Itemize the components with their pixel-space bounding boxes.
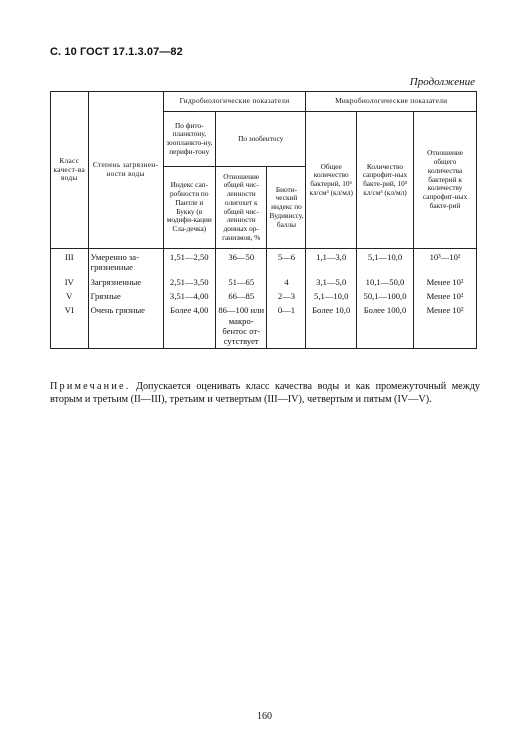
cell-ratio: Менее 10²	[414, 274, 477, 288]
cell-sapro: 10,1—50,0	[356, 274, 413, 288]
cell-class: III	[51, 249, 89, 274]
cell-degree: Загрязненные	[88, 274, 163, 288]
table-row	[51, 288, 477, 302]
table-row	[51, 274, 477, 288]
note-text: Допускается оценивать класс качества воды и как промежуточный между вторым и третьим (II—III), третьим и четвертым (III—IV), четвертым и пятым (IV—V).	[50, 381, 481, 405]
note-label: Примечание.	[50, 381, 131, 393]
page-number: 160	[257, 711, 272, 722]
header-degree: Степень загрязнен-ности воды	[88, 92, 163, 249]
cell-total: 3,1—5,0	[306, 274, 356, 288]
water-quality-table	[50, 91, 477, 349]
cell-total: Более 10,0	[306, 302, 356, 348]
header-saprobity: Индекс сап-робности по Пантле и Букку (в модифи-кации Сла-дечка)	[163, 167, 215, 249]
header-biotic: Биоти-ческий индекс по Вудивиссу, баллы	[267, 167, 306, 249]
table-row	[51, 249, 477, 274]
cell-saprobity: 3,51—4,00	[163, 288, 215, 302]
header-micro-group: Микробиологические показатели	[306, 92, 477, 112]
cell-degree: Очень грязные	[88, 302, 163, 348]
cell-total: 5,1—10,0	[306, 288, 356, 302]
header-ratio: Отношение общего количества бактерий к количеству сапрофит-ных бакте-рий	[414, 112, 477, 249]
continuation-label: Продолжение	[409, 76, 475, 88]
cell-oligo: 86—100 или макро-бентос от-сутствует	[216, 302, 267, 348]
cell-oligo: 66—85	[216, 288, 267, 302]
cell-saprobity: Более 4,00	[163, 302, 215, 348]
cell-ratio: 10³—10²	[414, 249, 477, 274]
header-phyto: По фито-планктону, зоопланкто-ну, перифи-тону	[163, 112, 215, 167]
cell-degree: Умеренно за-грязненные	[88, 249, 163, 274]
document-header: С. 10 ГОСТ 17.1.3.07—82	[50, 46, 183, 58]
cell-saprobity: 1,51—2,50	[163, 249, 215, 274]
cell-biotic: 0—1	[267, 302, 306, 348]
cell-oligo: 36—50	[216, 249, 267, 274]
table-row	[51, 302, 477, 348]
cell-total: 1,1—3,0	[306, 249, 356, 274]
cell-class: V	[51, 288, 89, 302]
cell-biotic: 4	[267, 274, 306, 288]
header-total-bacteria: Общее количество бактерий, 10⁶ кл/см³ (кл/мл)	[306, 112, 356, 249]
cell-biotic: 5—6	[267, 249, 306, 274]
cell-ratio: Менее 10²	[414, 288, 477, 302]
cell-ratio: Менее 10²	[414, 302, 477, 348]
cell-sapro: 50,1—100,0	[356, 288, 413, 302]
cell-degree: Грязные	[88, 288, 163, 302]
cell-saprobity: 2,51—3,50	[163, 274, 215, 288]
cell-class: VI	[51, 302, 89, 348]
header-oligochaete: Отношение общей чис-ленности олигохет к общей чис-ленности донных ор-ганизмов, %	[216, 167, 267, 249]
header-saprophytes: Количество сапрофит-ных бакте-рий, 10³ кл/см³ (кл/мл)	[356, 112, 413, 249]
table-note	[50, 381, 480, 407]
cell-sapro: Более 100,0	[356, 302, 413, 348]
header-class: Класс качест-ва воды	[51, 92, 89, 249]
cell-class: IV	[51, 274, 89, 288]
header-zoobenthos: По зообентосу	[216, 112, 306, 167]
header-hydro-group: Гидробиологические показатели	[163, 92, 306, 112]
cell-sapro: 5,1—10,0	[356, 249, 413, 274]
cell-biotic: 2—3	[267, 288, 306, 302]
cell-oligo: 51—65	[216, 274, 267, 288]
